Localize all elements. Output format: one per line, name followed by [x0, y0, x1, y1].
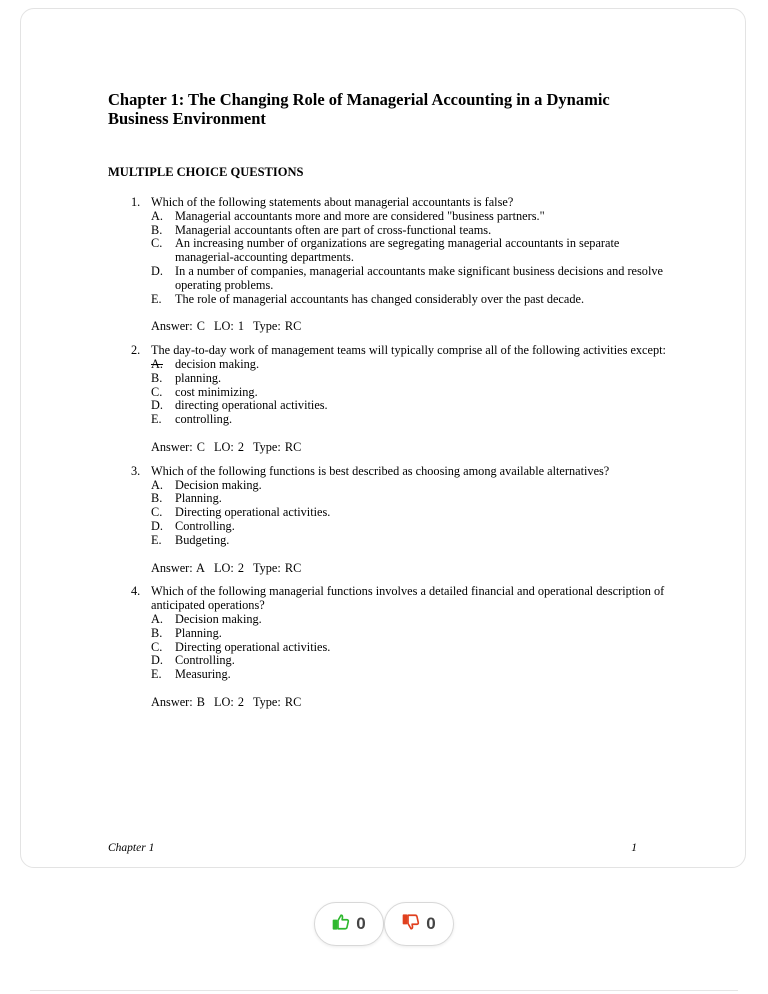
thumbs-down-icon: [402, 913, 420, 936]
question-number: 2.: [131, 343, 141, 358]
bottom-divider: [30, 990, 738, 991]
option-item: B. planning.: [151, 370, 222, 385]
answer-line: Answer: B LO: 2 Type: RC: [151, 694, 302, 709]
footer-page-number: 1: [631, 842, 637, 854]
option-item: C. Directing operational activities.: [151, 639, 331, 654]
option-list: [151, 479, 668, 548]
option-item: B. Planning.: [151, 625, 222, 640]
option-item: A. Managerial accountants more and more are considered "business partners.": [151, 208, 545, 223]
option-item: E. Measuring.: [151, 667, 231, 682]
upvote-button[interactable]: [314, 902, 384, 946]
option-item: A. decision making.: [151, 356, 260, 371]
option-list: [151, 210, 668, 307]
option-item: E. Budgeting.: [151, 532, 230, 547]
document-page: [20, 8, 746, 868]
question-stem: The day-to-day work of management teams will typically comprise all of the following activities except:: [151, 343, 666, 358]
option-item: A. Decision making.: [151, 477, 262, 492]
option-list: [151, 613, 668, 682]
question-number: 3.: [131, 463, 141, 478]
question-item: [108, 344, 668, 455]
question-item: [108, 585, 668, 709]
option-item: E. controlling.: [151, 412, 233, 427]
footer-chapter: Chapter 1: [108, 842, 155, 854]
question-stem: Which of the following functions is best described as choosing among available alternatives?: [151, 463, 610, 478]
question-item: [108, 465, 668, 576]
upvote-count: 0: [356, 914, 366, 933]
option-item: C. Directing operational activities.: [151, 505, 331, 520]
question-number: 4.: [131, 584, 141, 599]
option-item: D. Controlling.: [151, 653, 235, 668]
section-heading: MULTIPLE CHOICE QUESTIONS: [108, 165, 304, 179]
downvote-count: 0: [426, 914, 436, 933]
option-item: D. In a number of companies, managerial accountants make significant business decisions and resolve operating problems.: [151, 263, 663, 292]
question-stem: Which of the following managerial functions involves a detailed financial and operational description of anticipated operations?: [151, 584, 665, 613]
question-number: 1.: [131, 195, 141, 209]
answer-line: Answer: C LO: 1 Type: RC: [151, 319, 302, 334]
question-stem: Which of the following statements about managerial accountants is false?: [151, 195, 514, 209]
downvote-button[interactable]: [384, 902, 454, 946]
chapter-title: Chapter 1: The Changing Role of Managerial Accounting in a Dynamic Business Environment: [108, 90, 610, 128]
question-list: [108, 196, 668, 710]
option-item: E. The role of managerial accountants has changed considerably over the past decade.: [151, 291, 585, 306]
thumbs-up-icon: [332, 913, 350, 936]
option-item: C. An increasing number of organizations are segregating managerial accountants in separate managerial-accounting departments.: [151, 236, 620, 265]
answer-line: Answer: A LO: 2 Type: RC: [151, 560, 302, 575]
option-item: C. cost minimizing.: [151, 384, 258, 399]
answer-line: Answer: C LO: 2 Type: RC: [151, 439, 302, 454]
option-item: B. Planning.: [151, 491, 222, 506]
option-item: D. directing operational activities.: [151, 398, 328, 413]
document-body: [108, 90, 668, 720]
vote-bar: [0, 902, 768, 946]
option-item: D. Controlling.: [151, 518, 235, 533]
question-item: [108, 196, 668, 334]
option-item: A. Decision making.: [151, 611, 262, 626]
option-list: [151, 358, 668, 427]
page-footer: [108, 842, 637, 854]
option-item: B. Managerial accountants often are part of cross-functional teams.: [151, 222, 492, 237]
